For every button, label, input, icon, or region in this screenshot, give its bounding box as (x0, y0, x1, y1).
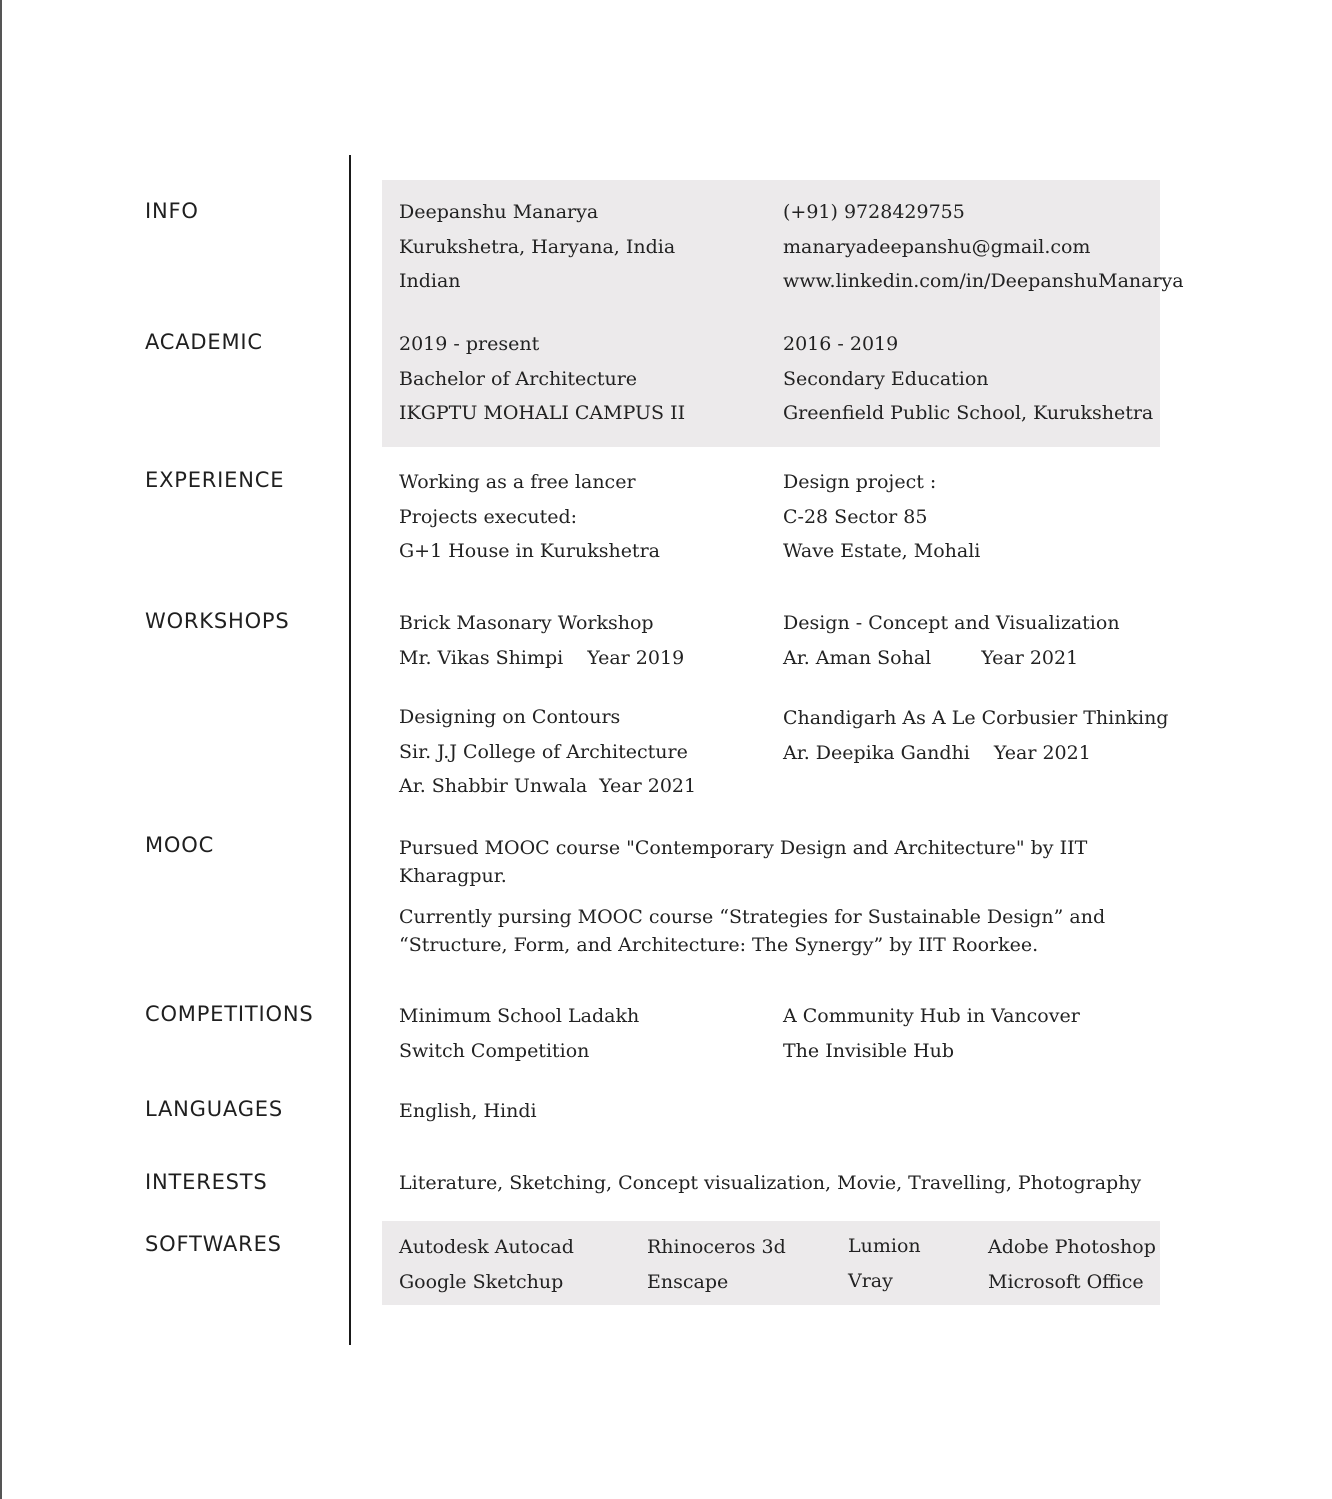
workshop-entry (783, 701, 1168, 770)
section-label-languages: LANGUAGES (145, 1097, 283, 1121)
workshop-entry (399, 700, 696, 804)
software-item: Vray (848, 1269, 893, 1292)
workshop-year: Year 2021 (993, 741, 1091, 764)
phone-number: (+91) 9728429755 (783, 201, 965, 223)
software-item: Autodesk Autocad (399, 1236, 574, 1258)
section-label-competitions: COMPETITIONS (145, 1002, 314, 1026)
section-label-academic: ACADEMIC (145, 330, 263, 354)
section-label-info: INFO (145, 199, 199, 223)
workshop-entry (783, 606, 1120, 675)
workshop-title: Design - Concept and Visualization (783, 612, 1120, 634)
software-column (647, 1230, 786, 1299)
competition-entry (783, 999, 1080, 1068)
workshop-year: Year 2021 (599, 775, 697, 798)
workshop-credit (783, 736, 1168, 771)
workshop-credit (399, 769, 696, 804)
software-item: Microsoft Office (988, 1270, 1144, 1293)
info-personal (399, 195, 675, 299)
mooc-ongoing: Currently pursing MOOC course “Strategies for Sustainable Design” and “Structure, Form, and Architecture: The Synergy” by IIT Roorkee. (399, 906, 1106, 956)
workshop-title: Brick Masonary Workshop (399, 612, 654, 634)
software-column (399, 1230, 574, 1299)
software-item: Enscape (647, 1270, 729, 1293)
languages-value: English, Hindi (399, 1100, 537, 1122)
competition-subtitle: Switch Competition (399, 1039, 590, 1062)
workshop-title: Chandigarh As A Le Corbusier Thinking (783, 707, 1169, 729)
full-name: Deepanshu Manarya (399, 201, 599, 223)
workshop-credit (399, 641, 684, 676)
list-item: Working as a free lancer (399, 471, 636, 493)
academic-institute: Greenfield Public School, Kurukshetra (783, 402, 1154, 425)
workshop-person: Ar. Shabbir Unwala (399, 775, 588, 798)
section-label-softwares: SOFTWARES (145, 1232, 282, 1256)
list-item: C-28 Sector 85 (783, 505, 928, 528)
section-label-mooc: MOOC (145, 833, 215, 857)
experience-freelance (399, 465, 660, 569)
workshop-person: Ar. Aman Sohal (783, 646, 932, 669)
page-left-edge (0, 0, 2, 1499)
list-item: Design project : (783, 471, 937, 493)
list-item: G+1 House in Kurukshetra (399, 540, 660, 563)
workshop-person: Ar. Deepika Gandhi (783, 741, 970, 764)
competition-subtitle: The Invisible Hub (783, 1039, 955, 1062)
experience-design-project (783, 465, 980, 569)
academic-years: 2016 - 2019 (783, 333, 899, 355)
academic-entry-degree (399, 327, 685, 431)
nationality: Indian (399, 270, 461, 293)
academic-degree: Bachelor of Architecture (399, 367, 638, 390)
section-label-experience: EXPERIENCE (145, 468, 285, 492)
section-label-interests: INTERESTS (145, 1170, 268, 1194)
email-address: manaryadeepanshu@gmail.com (783, 235, 1091, 258)
software-item: Adobe Photoshop (988, 1236, 1156, 1258)
workshop-title: Designing on Contours (399, 706, 621, 728)
academic-entry-school (783, 327, 1153, 431)
workshop-year: Year 2021 (981, 646, 1079, 669)
academic-institute: IKGPTU MOHALI CAMPUS II (399, 402, 686, 425)
workshop-college: Sir. J.J College of Architecture (399, 740, 688, 763)
section-label-workshops: WORKSHOPS (145, 609, 290, 633)
competition-entry (399, 999, 639, 1068)
location: Kurukshetra, Haryana, India (399, 235, 676, 258)
software-item: Google Sketchup (399, 1270, 564, 1293)
academic-degree: Secondary Education (783, 367, 989, 390)
list-item: Projects executed: (399, 505, 578, 528)
competition-title: A Community Hub in Vancover (783, 1005, 1080, 1027)
software-column (988, 1230, 1156, 1299)
workshop-year: Year 2019 (587, 646, 685, 669)
software-item: Rhinoceros 3d (647, 1236, 786, 1258)
academic-years: 2019 - present (399, 333, 540, 355)
list-item: Wave Estate, Mohali (783, 540, 981, 563)
workshop-entry (399, 606, 684, 675)
mooc-completed: Pursued MOOC course "Contemporary Design and Architecture" by IIT Kharagpur. (399, 837, 1088, 887)
info-contact (783, 195, 1184, 299)
linkedin-url: www.linkedin.com/in/DeepanshuManarya (783, 270, 1184, 293)
workshop-person: Mr. Vikas Shimpi (399, 646, 564, 669)
software-column (848, 1229, 921, 1298)
interests-value: Literature, Sketching, Concept visualization, Movie, Travelling, Photography (399, 1172, 1142, 1194)
competition-title: Minimum School Ladakh (399, 1005, 640, 1027)
software-item: Lumion (848, 1235, 921, 1257)
workshop-credit (783, 641, 1120, 676)
vertical-divider (349, 155, 351, 1345)
